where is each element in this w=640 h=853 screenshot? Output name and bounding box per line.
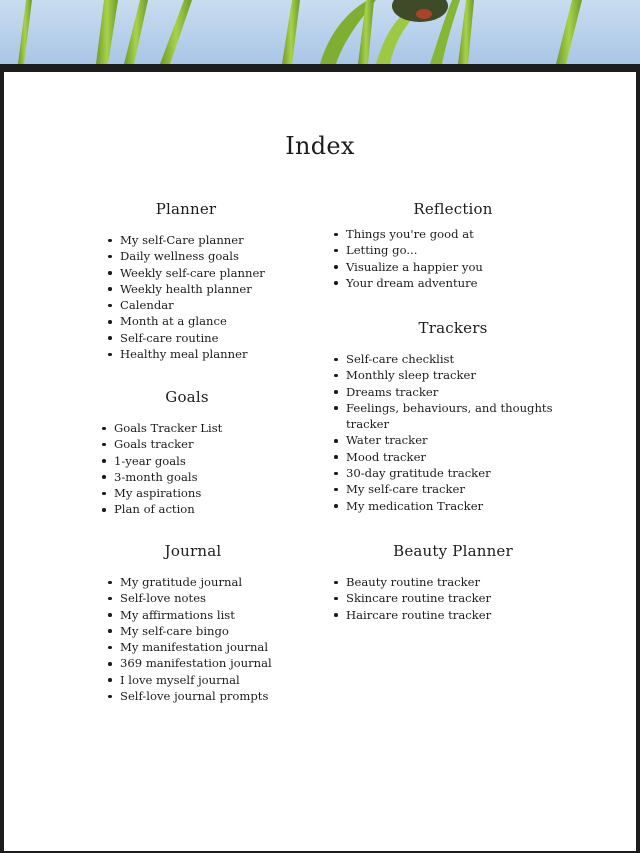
section-reflection — [334, 200, 574, 291]
banner-divider — [0, 64, 640, 72]
journal-list — [108, 574, 298, 704]
section-heading-journal: Journal — [164, 542, 222, 560]
reflection-list — [334, 226, 574, 291]
list-item: Water tracker — [334, 432, 574, 448]
list-item: I love myself journal — [108, 672, 298, 688]
section-heading-reflection: Reflection — [413, 200, 493, 218]
list-item: 369 manifestation journal — [108, 655, 298, 671]
section-journal — [108, 542, 298, 704]
page-title: Index — [285, 132, 355, 160]
section-heading-planner: Planner — [155, 200, 217, 218]
section-planner — [108, 200, 298, 362]
list-item: My aspirations — [102, 485, 302, 501]
list-item: My manifestation journal — [108, 639, 298, 655]
list-item: My medication Tracker — [334, 498, 574, 514]
list-item: My gratitude journal — [108, 574, 298, 590]
list-item: My self-care tracker — [334, 481, 574, 497]
section-heading-goals: Goals — [165, 388, 209, 406]
list-item: Self-care checklist — [334, 351, 574, 367]
list-item: Daily wellness goals — [108, 248, 298, 264]
beauty-planner-list — [334, 574, 574, 623]
list-item: Things you're good at — [334, 226, 574, 242]
planner-list — [108, 232, 298, 362]
list-item: Plan of action — [102, 501, 302, 517]
list-item: Your dream adventure — [334, 275, 574, 291]
list-item: Weekly health planner — [108, 281, 298, 297]
list-item: Feelings, behaviours, and thoughts tracker — [334, 400, 574, 433]
list-item: Self-love notes — [108, 590, 298, 606]
list-item: Skincare routine tracker — [334, 590, 574, 606]
section-heading-trackers: Trackers — [418, 319, 488, 337]
list-item: Month at a glance — [108, 313, 298, 329]
list-item: Dreams tracker — [334, 384, 574, 400]
list-item: My affirmations list — [108, 607, 298, 623]
list-item: Mood tracker — [334, 449, 574, 465]
section-goals — [102, 388, 302, 518]
section-trackers — [334, 319, 574, 514]
list-item: Visualize a happier you — [334, 259, 574, 275]
list-item: Letting go... — [334, 242, 574, 258]
trackers-list — [334, 351, 574, 514]
list-item: My self-Care planner — [108, 232, 298, 248]
list-item: Haircare routine tracker — [334, 607, 574, 623]
goals-list — [102, 420, 302, 518]
list-item: Healthy meal planner — [108, 346, 298, 362]
list-item: 30-day gratitude tracker — [334, 465, 574, 481]
list-item: 1-year goals — [102, 453, 302, 469]
list-item: Calendar — [108, 297, 298, 313]
section-beauty-planner — [334, 542, 574, 623]
list-item: Weekly self-care planner — [108, 265, 298, 281]
plant-stems-illustration — [0, 0, 640, 64]
list-item: Monthly sleep tracker — [334, 367, 574, 383]
list-item: 3-month goals — [102, 469, 302, 485]
page-frame-right — [636, 72, 640, 853]
list-item: My self-care bingo — [108, 623, 298, 639]
list-item: Beauty routine tracker — [334, 574, 574, 590]
list-item: Self-care routine — [108, 330, 298, 346]
page-frame-left — [0, 72, 4, 853]
section-heading-beauty-planner: Beauty Planner — [393, 542, 513, 560]
header-photo — [0, 0, 640, 64]
list-item: Goals Tracker List — [102, 420, 302, 436]
list-item: Self-love journal prompts — [108, 688, 298, 704]
list-item: Goals tracker — [102, 436, 302, 452]
